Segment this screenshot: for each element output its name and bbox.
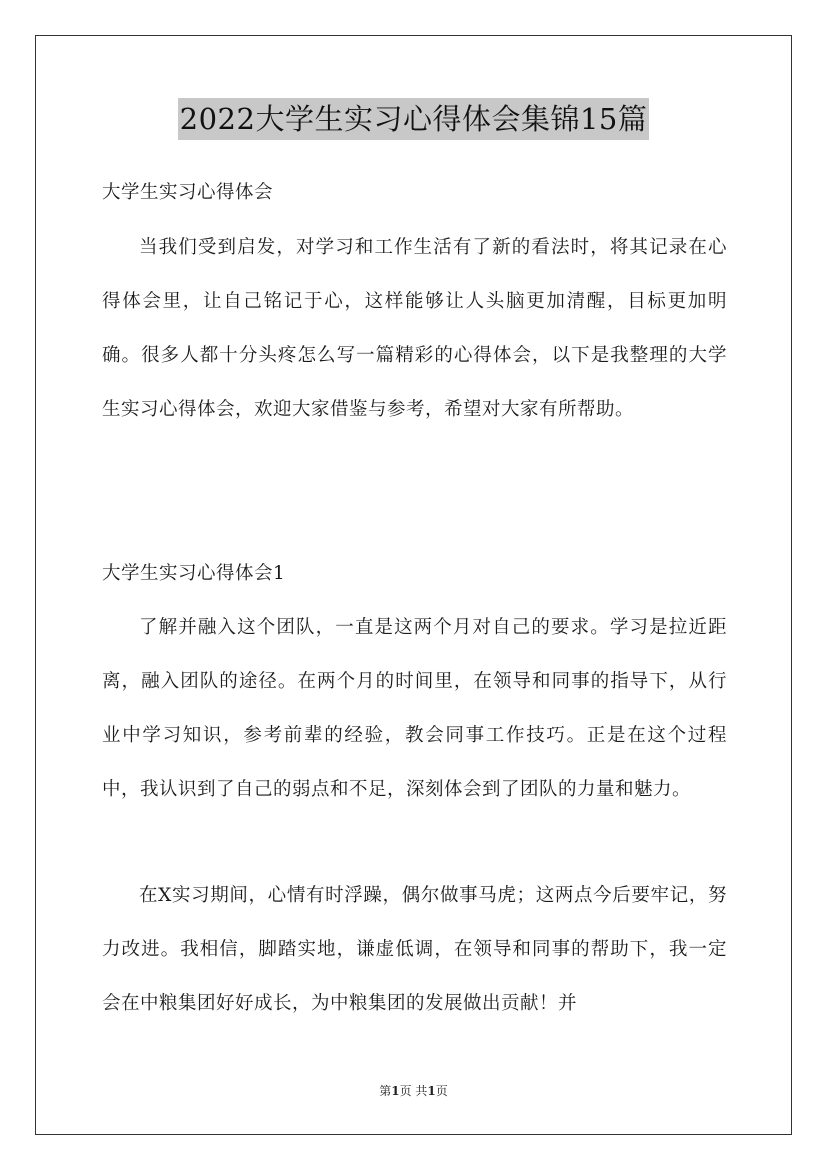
footer-prefix: 第 [379, 1084, 392, 1098]
document-title: 2022大学生实习心得体会集锦15篇 [178, 98, 650, 140]
intro-paragraph: 当我们受到启发，对学习和工作生活有了新的看法时，将其记录在心得体会里，让自己铭记于心，这样能够让人头脑更加清醒，目标更加明确。很多人都十分头疼怎么写一篇精彩的心得体会，以下是我整理的大学生实习心得体会，欢迎大家借鉴与参考，希望对大家有所帮助。 [102, 237, 727, 420]
footer-mid: 页 共 [399, 1084, 428, 1098]
footer-page-total: 1 [427, 1084, 436, 1098]
intro-heading: 大学生实习心得体会 [102, 182, 274, 203]
page-footer [0, 1082, 827, 1099]
footer-suffix: 页 [435, 1084, 448, 1098]
section-1-heading: 大学生实习心得体会1 [102, 563, 286, 584]
title-container [0, 98, 827, 140]
footer-page-number: 1 [391, 1084, 400, 1098]
section-1-paragraph-2: 在X实习期间，心情有时浮躁，偶尔做事马虎；这两点今后要牢记，努力改进。我相信，脚踏实地，谦虚低调，在领导和同事的帮助下，我一定会在中粮集团好好成长，为中粮集团的发展做出贡献！并 [102, 885, 727, 1014]
section-1-paragraph-1: 了解并融入这个团队，一直是这两个月对自己的要求。学习是拉近距离，融入团队的途径。在两个月的时间里，在领导和同事的指导下，从行业中学习知识，参考前辈的经验，教会同事工作技巧。正是在这个过程中，我认识到了自己的弱点和不足，深刻体会到了团队的力量和魅力。 [102, 617, 727, 800]
